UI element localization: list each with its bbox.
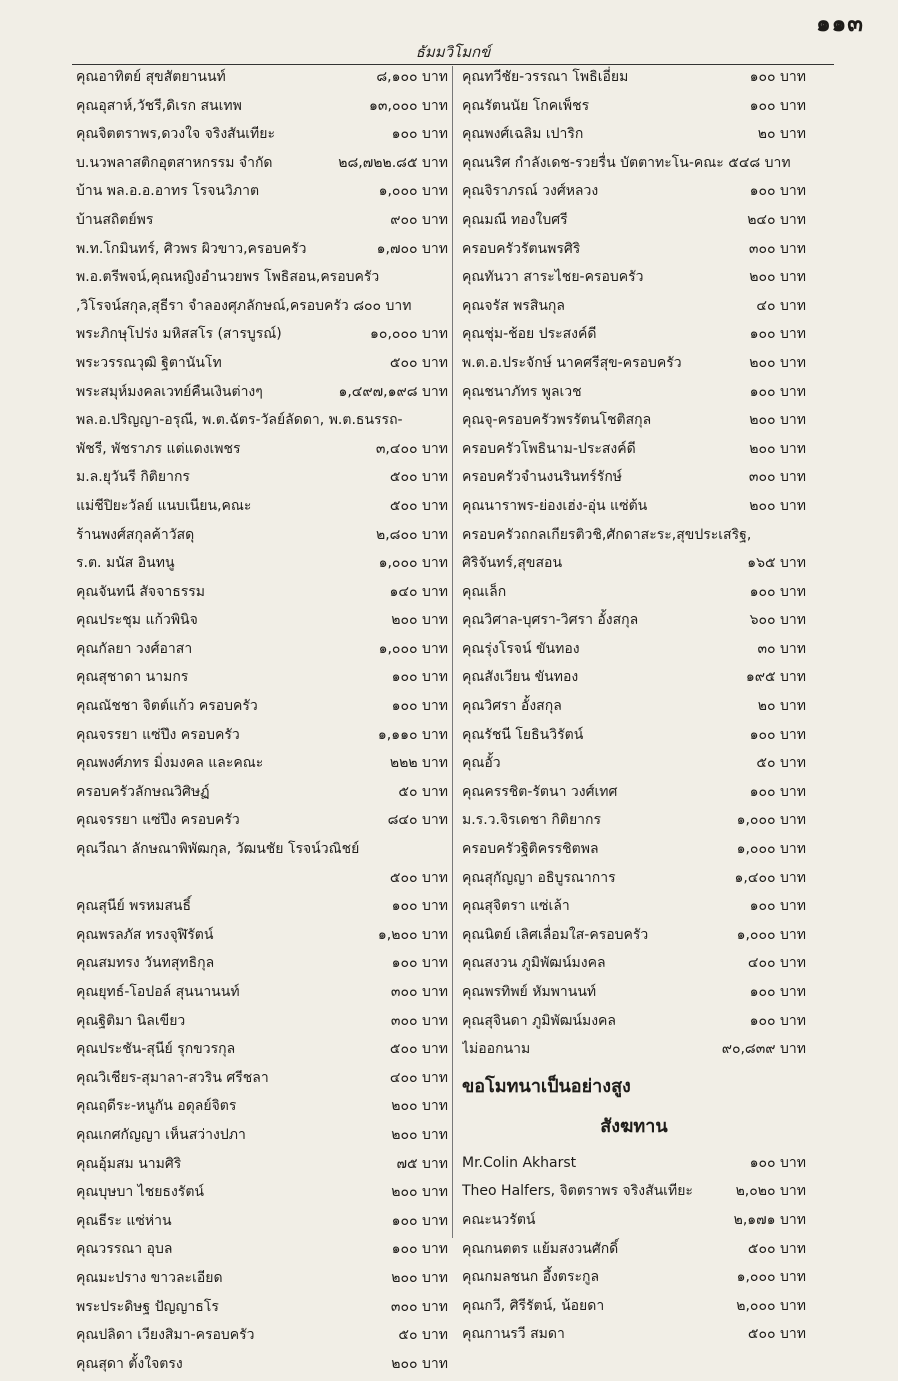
donor-row: [462, 323, 806, 352]
donation-amount: ๑๐๐ บาท: [749, 97, 806, 114]
donor-row: [76, 209, 448, 238]
donor-name: คุณทวีชัย-วรรณา โพธิเอี่ยม: [462, 69, 629, 85]
donor-row: [462, 180, 806, 209]
donor-name: คุณอาทิตย์ สุขสัตยานนท์: [76, 69, 226, 85]
donor-row: [462, 609, 806, 638]
donor-name: คุณชุ่ม-ช้อย ประสงค์ดี: [462, 326, 597, 343]
donation-amount: ๒๐๐ บาท: [391, 1098, 448, 1115]
donor-name: คุณบุษบา ไชยธงรัตน์: [76, 1184, 204, 1201]
donor-row: [462, 1266, 806, 1295]
donor-name: คุณกัลยา วงศ์อาสา: [76, 640, 193, 657]
donation-amount: ๑๐๐ บาท: [391, 955, 448, 972]
donor-row: [76, 724, 448, 753]
donation-amount: ๒๐๐ บาท: [391, 1269, 448, 1286]
donation-amount: ๑,๐๐๐ บาท: [736, 812, 806, 829]
donation-amount: ๒๒๒ บาท: [389, 755, 448, 772]
donation-amount: ๓๐๐ บาท: [748, 469, 806, 486]
donor-row: [462, 209, 806, 238]
donor-row: [76, 809, 448, 838]
donation-amount: ๑,๐๐๐ บาท: [736, 1269, 806, 1286]
donor-row: [76, 95, 448, 124]
donor-row: [76, 1324, 448, 1353]
donor-row: [76, 1210, 448, 1239]
donor-row: [76, 1153, 448, 1182]
donor-row: [462, 409, 806, 438]
donation-amount: ๑,๐๐๐ บาท: [736, 841, 806, 858]
donor-row: [462, 695, 806, 724]
donor-name: คุณอุสาห์,วัชรี,ดิเรก สนเทพ: [76, 97, 242, 114]
donation-amount: ๑,๔๙๗,๑๙๘ บาท: [338, 383, 448, 400]
left-column: [76, 66, 448, 1381]
donation-amount: ๒๐๐ บาท: [391, 1184, 448, 1201]
donation-amount: ๕๐๐ บาท: [747, 1240, 806, 1257]
donor-name: คุณสุชาดา นามกร: [76, 669, 189, 686]
donor-row: [462, 867, 806, 896]
donation-amount: ๒๐๐ บาท: [749, 497, 806, 514]
donor-row: [76, 1267, 448, 1296]
donation-amount: ๑๔๐ บาท: [389, 583, 448, 600]
donor-name: คุณนาราพร-ย่องเฮ่ง-อุ่น แซ่ต้น: [462, 497, 648, 514]
donor-row: [76, 409, 448, 438]
donation-amount: ๒๐๐ บาท: [749, 412, 806, 429]
donation-amount: ๓,๔๐๐ บาท: [375, 440, 448, 457]
donor-name: พล.อ.ปริญญา-อรุณี, พ.ต.ฉัตร-วัลย์ลัดดา, พ.ต.ธนรรถ-: [76, 412, 403, 429]
donation-amount: ๙๐๐ บาท: [390, 211, 448, 228]
donor-name: คุณมณี ทองใบศรี: [462, 211, 568, 228]
donation-amount: ๕๐ บาท: [398, 783, 448, 800]
donation-amount: ๓๐๐ บาท: [390, 1012, 448, 1029]
donation-amount: ๑๐๐ บาท: [391, 698, 448, 715]
donor-name: คุณสุนีย์ พรหมสนธิ์: [76, 898, 191, 915]
donor-row: [76, 524, 448, 553]
donor-name: ครอบครัวรัตนพรศิริ: [462, 240, 581, 257]
donor-name: คุณพงศ์เฉลิม เปาริก: [462, 126, 584, 143]
donor-name: คุณสุกัญญา อธิบูรณาการ: [462, 869, 616, 886]
donation-amount: ๓๐ บาท: [757, 640, 806, 657]
donation-amount: ๗๕ บาท: [396, 1155, 448, 1172]
donation-amount: ๑๐๐ บาท: [749, 1154, 806, 1171]
donor-row: [76, 1038, 448, 1067]
journal-title: ธัมมวิโมกข์: [412, 40, 495, 64]
donor-name: คุณมะปราง ขาวละเอียด: [76, 1269, 223, 1286]
donation-amount: ๒๔๐ บาท: [747, 211, 806, 228]
donation-amount: ๒,๐๐๐ บาท: [736, 1297, 806, 1314]
donor-row: [76, 1067, 448, 1096]
donor-row: [76, 1010, 448, 1039]
donor-name: คุณเกศกัญญา เห็นสว่างปภา: [76, 1126, 246, 1143]
donor-name: คุณประชัน-สุนีย์ รุกขวรกุล: [76, 1041, 236, 1058]
donor-row: [76, 295, 448, 324]
donor-row: [462, 924, 806, 953]
donor-row: [462, 466, 806, 495]
donor-name: คุณอุ้มสม นามศิริ: [76, 1155, 182, 1172]
donor-name: แม่ชีปิยะวัลย์ แนบเนียน,คณะ: [76, 497, 252, 514]
donor-row: [76, 981, 448, 1010]
page-header: [72, 40, 834, 65]
donation-amount: ๑๐๐ บาท: [749, 898, 806, 915]
donor-name: คุณกมลชนก อึ้งตระกูล: [462, 1269, 600, 1286]
right-column: [462, 66, 806, 1352]
donation-amount: ๕๐ บาท: [756, 755, 806, 772]
donor-row: [462, 1152, 806, 1181]
donor-row: [462, 438, 806, 467]
donation-amount: ๒๐๐ บาท: [749, 354, 806, 371]
donor-row: [76, 1238, 448, 1267]
donor-name: พ.ท.โกมินทร์, ศิวพร ผิวขาว,ครอบครัว: [76, 240, 307, 257]
donor-name: คุณรัตนนัย โกคเพ็ชร: [462, 97, 590, 114]
donation-amount: ๑,๐๐๐ บาท: [378, 640, 448, 657]
donor-name: Mr.Colin Akharst: [462, 1154, 577, 1171]
donor-row: [76, 438, 448, 467]
donation-amount: ๑,๐๐๐ บาท: [378, 555, 448, 572]
donor-row: [76, 1095, 448, 1124]
donor-name: คุณจรัส พรสินกุล: [462, 297, 565, 314]
page-number: ๑๑๓: [816, 11, 864, 37]
donor-name: ม.ล.ยุวันรี กิติยากร: [76, 469, 190, 486]
donation-amount: ๒๐๐ บาท: [749, 440, 806, 457]
donation-amount: ๕๐๐ บาท: [389, 497, 448, 514]
donor-name: คุณวรรณา อุบล: [76, 1241, 173, 1258]
donor-name: คุณสุจิตรา แซ่เล้า: [462, 898, 570, 915]
donor-name: คุณวิศรา อั้งสกุล: [462, 698, 562, 715]
donation-amount: ๓๐๐ บาท: [390, 1298, 448, 1315]
donor-name: คุณจันทนี สัจจาธรรม: [76, 583, 206, 600]
donation-amount: ๒๘,๗๒๒.๘๕ บาท: [338, 154, 448, 171]
donation-amount: ๑๐๐ บาท: [749, 984, 806, 1000]
donor-name: พ.ต.อ.ประจักษ์ นาคศรีสุข-ครอบครัว: [462, 354, 682, 371]
donor-row: [462, 581, 806, 610]
donor-name: คุณจรรยา แซ่ปึง ครอบครัว: [76, 726, 240, 743]
donor-name: คุณสังเวียน ขันทอง: [462, 669, 579, 686]
donor-row: [76, 895, 448, 924]
donor-name: คุณนริศ กำลังเดช-รวยรื่น บัตตาทะโน-คณะ ๕๔๘ บาท: [462, 154, 791, 171]
donor-name: คุณจิราภรณ์ วงศ์หลวง: [462, 183, 599, 200]
donor-row: [462, 724, 806, 753]
donor-row: [462, 1180, 806, 1209]
donor-name: ร.ต. มนัส อินทนู: [76, 555, 175, 572]
donor-name: คุณอั้ว: [462, 755, 501, 772]
donation-amount: ๘,๑๐๐ บาท: [376, 69, 448, 85]
donor-row: [76, 381, 448, 410]
donation-amount: ๒๐๐ บาท: [749, 269, 806, 286]
donation-amount: ๑๐๐ บาท: [391, 898, 448, 915]
donor-name: ครอบครัวถกลเกียรติวชิ,ศักดาสะระ,สุขประเสริฐ,: [462, 526, 752, 543]
donor-name: คุณประชุม แก้วพินิจ: [76, 612, 198, 629]
donor-row: [462, 381, 806, 410]
donor-row: [462, 1209, 806, 1238]
donor-row: [76, 752, 448, 781]
donor-row: [462, 66, 806, 95]
donation-amount: ๑,๒๐๐ บาท: [377, 926, 448, 943]
donation-amount: ๑๐๐ บาท: [749, 783, 806, 800]
donor-name: คุณรุ่งโรจน์ ขันทอง: [462, 640, 580, 657]
donor-row: [76, 638, 448, 667]
donation-amount: ๒๐๐ บาท: [391, 1355, 448, 1372]
donor-name: ศิริจันทร์,สุขสอน: [462, 555, 563, 572]
donor-name: คุณสงวน ภูมิพัฒน์มงคล: [462, 955, 606, 972]
donor-name: พระวรรณวุฒิ ฐิตานันโท: [76, 354, 222, 371]
donor-name: บ้านสถิตย์พร: [76, 211, 154, 228]
donor-name: คุณสุดา ตั้งใจตรง: [76, 1355, 183, 1372]
donation-amount: ๕๐ บาท: [398, 1327, 448, 1344]
donor-name: คุณณัชชา จิตต์แก้ว ครอบครัว: [76, 698, 258, 715]
donation-amount: ๑๐๐ บาท: [749, 1012, 806, 1029]
donor-row: [76, 1353, 448, 1381]
donor-name: ครอบครัวโพธินาม-ประสงค์ดี: [462, 440, 636, 457]
donation-amount: ๕๐๐ บาท: [389, 869, 448, 886]
donor-row: [76, 266, 448, 295]
donor-name: ครอบครัวจำนงนรินทร์รักษ์: [462, 469, 623, 486]
donor-row: [76, 924, 448, 953]
donor-name: คุณธีระ แซ่ห่าน: [76, 1212, 172, 1229]
donor-row: [76, 1296, 448, 1325]
donor-name: คุณกานรวี สมดา: [462, 1326, 565, 1343]
donor-row: [76, 552, 448, 581]
donor-name: คุณจิตตราพร,ดวงใจ จริงสันเทียะ: [76, 126, 276, 143]
donor-row: [76, 123, 448, 152]
donation-amount: ๔๐ บาท: [756, 297, 806, 314]
donor-row: [76, 952, 448, 981]
donation-amount: ๑๐๐ บาท: [749, 383, 806, 400]
donor-row: [76, 152, 448, 181]
donor-row: [462, 266, 806, 295]
column-divider: [452, 66, 453, 1238]
donor-row: [76, 695, 448, 724]
donation-amount: ๑๓,๐๐๐ บาท: [369, 97, 448, 114]
donor-name: คุณยุทธ์-โอปอล์ สุนนานนท์: [76, 984, 240, 1000]
donor-name: พ.อ.ตรีพจน์,คุณหญิงอำนวยพร โพธิสอน,ครอบครัว: [76, 269, 380, 286]
donor-name: คุณพรทิพย์ หัมพานนท์: [462, 984, 597, 1000]
donor-row: [462, 952, 806, 981]
donor-row: [462, 666, 806, 695]
donor-row: [462, 95, 806, 124]
donor-name: ,วิโรจน์สกุล,สุธีรา จำลองศุภลักษณ์,ครอบครัว ๘๐๐ บาท: [76, 297, 412, 314]
donor-name: คุณฐิติมา นิลเขียว: [76, 1012, 186, 1029]
donation-amount: ๑,๐๐๐ บาท: [378, 183, 448, 200]
donation-amount: ๑๙๕ บาท: [745, 669, 806, 686]
donor-row: [462, 1238, 806, 1267]
donation-amount: ๑,๐๐๐ บาท: [736, 926, 806, 943]
donation-amount: ๔๐๐ บาท: [389, 1069, 448, 1086]
donation-amount: ๑๖๕ บาท: [747, 555, 806, 572]
donor-row: [462, 123, 806, 152]
donor-name: บ.นวพลาสติกอุตสาหกรรม จำกัด: [76, 154, 273, 171]
donation-amount: ๑๐๐ บาท: [749, 726, 806, 743]
donation-amount: ๕๐๐ บาท: [389, 469, 448, 486]
donation-amount: ๑,๗๐๐ บาท: [376, 240, 448, 257]
donation-amount: ๕๐๐ บาท: [747, 1326, 806, 1343]
donor-row: [76, 180, 448, 209]
donor-name: คุณวีณา ลักษณาพิพัฒกุล, วัฒนชัย โรจน์วณิชย์: [76, 841, 360, 858]
donor-name: คุณทันวา สาระไชย-ครอบครัว: [462, 269, 644, 286]
donation-amount: ๘๔๐ บาท: [387, 812, 448, 829]
donor-row: [462, 524, 806, 553]
donor-row: [76, 323, 448, 352]
donation-amount: ๓๐๐ บาท: [390, 984, 448, 1000]
donor-name: คณะนวรัตน์: [462, 1211, 536, 1228]
donation-amount: ๙๐,๘๓๙ บาท: [721, 1041, 806, 1058]
donor-name: คุณฤดีระ-หนูกัน อดุลย์จิตร: [76, 1098, 237, 1115]
donor-name: ม.ร.ว.จิรเดชา กิติยากร: [462, 812, 602, 829]
donation-amount: ๑๐๐ บาท: [749, 583, 806, 600]
section-heading-sangha: สังฆทาน: [600, 1116, 668, 1138]
donor-row: [462, 238, 806, 267]
donation-amount: ๑๐๐ บาท: [391, 1212, 448, 1229]
donor-name: พระภิกษุโปร่ง มหิสสโร (สารบูรณ์): [76, 326, 282, 343]
donor-row: [462, 1323, 806, 1352]
donation-amount: ๒๐ บาท: [757, 126, 806, 143]
donor-name: ร้านพงศ์สกุลค้าวัสดุ: [76, 526, 195, 543]
donor-name: คุณนิตย์ เลิศเลื่อมใส-ครอบครัว: [462, 926, 649, 943]
donor-row: [462, 981, 806, 1010]
donor-row: [462, 895, 806, 924]
donor-name: ไม่ออกนาม: [462, 1041, 531, 1058]
donor-name: คุณวิศาล-บุศรา-วิศรา อั้งสกุล: [462, 612, 639, 629]
donor-name: คุณพงศ์ภทร มิ่งมงคล และคณะ: [76, 755, 264, 772]
donor-name: คุณพรลภัส ทรงจุฬิรัตน์: [76, 926, 214, 943]
donor-name: คุณกนตตร แย้มสงวนศักดิ์: [462, 1240, 619, 1257]
donation-amount: ๕๐๐ บาท: [389, 354, 448, 371]
thanks-heading: ขอโมทนาเป็นอย่างสูง: [462, 1075, 631, 1097]
donor-row: [462, 781, 806, 810]
donor-row: [462, 1038, 806, 1067]
donor-row: [462, 838, 806, 867]
donor-row: [76, 609, 448, 638]
donor-row: [462, 352, 806, 381]
donor-name: คุณปลิดา เวียงสิมา-ครอบครัว: [76, 1327, 255, 1344]
donation-amount: ๒,๘๐๐ บาท: [376, 526, 448, 543]
donation-amount: ๓๐๐ บาท: [748, 240, 806, 257]
donation-amount: ๔๐๐ บาท: [747, 955, 806, 972]
donation-amount: ๑,๑๑๐ บาท: [377, 726, 448, 743]
donor-name: คุณจรรยา แซ่ปึง ครอบครัว: [76, 812, 240, 829]
donation-amount: ๒๐๐ บาท: [391, 1126, 448, 1143]
donor-row: [76, 781, 448, 810]
donor-name: Theo Halfers, จิตตราพร จริงสันเทียะ: [462, 1183, 693, 1200]
donor-row: [76, 466, 448, 495]
donation-amount: ๑๐๐ บาท: [749, 69, 806, 85]
donor-name: พระประดิษฐ ปัญญาธโร: [76, 1298, 219, 1315]
donation-amount: ๒๐๐ บาท: [391, 612, 448, 629]
donation-amount: ๑๐,๐๐๐ บาท: [370, 326, 448, 343]
donation-amount: ๖๐๐ บาท: [749, 612, 806, 629]
donor-name: คุณชนาภัทร พูลเวช: [462, 383, 582, 400]
donor-row: [76, 581, 448, 610]
donation-amount: ๑๐๐ บาท: [749, 326, 806, 343]
donor-row: [76, 867, 448, 896]
donor-name: พระสมุห์มงคลเวทย์คืนเงินต่างๆ: [76, 383, 263, 400]
donor-row: [462, 552, 806, 581]
donor-row: [76, 352, 448, 381]
donor-name: คุณเล็ก: [462, 583, 507, 600]
donation-amount: ๒๐ บาท: [757, 698, 806, 715]
donor-name: บ้าน พล.อ.อ.อาทร โรจนวิภาต: [76, 183, 260, 200]
donor-name: คุณครรชิต-รัตนา วงศ์เทศ: [462, 783, 618, 800]
donor-row: [76, 838, 448, 867]
donation-amount: ๑๐๐ บาท: [391, 126, 448, 143]
donation-amount: ๑,๔๐๐ บาท: [734, 869, 806, 886]
donor-name: ครอบครัวฐิติครรชิตพล: [462, 841, 599, 858]
donor-name: ครอบครัวลักษณวิศิษฏ์: [76, 783, 210, 800]
donation-amount: ๒,๐๒๐ บาท: [735, 1183, 806, 1200]
donor-row: [76, 666, 448, 695]
donor-row: [76, 1181, 448, 1210]
donor-name: คุณสุจินดา ภูมิพัฒน์มงคล: [462, 1012, 616, 1029]
donor-name: คุณสมทรง วันทสุทธิกุล: [76, 955, 215, 972]
donor-name: คุณจุ-ครอบครัวพรรัตนโชติสกุล: [462, 412, 652, 429]
donor-name: พัชรี, พัชราภร แต่แดงเพชร: [76, 440, 241, 457]
donor-row: [76, 66, 448, 95]
donor-name: คุณรัชนี โยธินวิรัตน์: [462, 726, 584, 743]
donor-row: [462, 638, 806, 667]
donor-row: [462, 752, 806, 781]
donation-amount: ๑๐๐ บาท: [391, 669, 448, 686]
donation-amount: ๑๐๐ บาท: [391, 1241, 448, 1258]
donation-amount: ๕๐๐ บาท: [389, 1041, 448, 1058]
donor-row: [462, 1295, 806, 1324]
donor-row: [76, 238, 448, 267]
donor-row: [462, 1010, 806, 1039]
donor-row: [462, 495, 806, 524]
donor-row: [76, 495, 448, 524]
donor-row: [462, 295, 806, 324]
donor-row: [462, 152, 806, 181]
donor-row: [76, 1124, 448, 1153]
donor-row: [462, 809, 806, 838]
donor-name: คุณกวี, ศิรีรัตน์, น้อยดา: [462, 1297, 605, 1314]
donation-amount: ๒,๑๗๑ บาท: [733, 1211, 806, 1228]
donor-name: คุณวิเชียร-สุมาลา-สวริน ศรีชลา: [76, 1069, 269, 1086]
donation-amount: ๑๐๐ บาท: [749, 183, 806, 200]
